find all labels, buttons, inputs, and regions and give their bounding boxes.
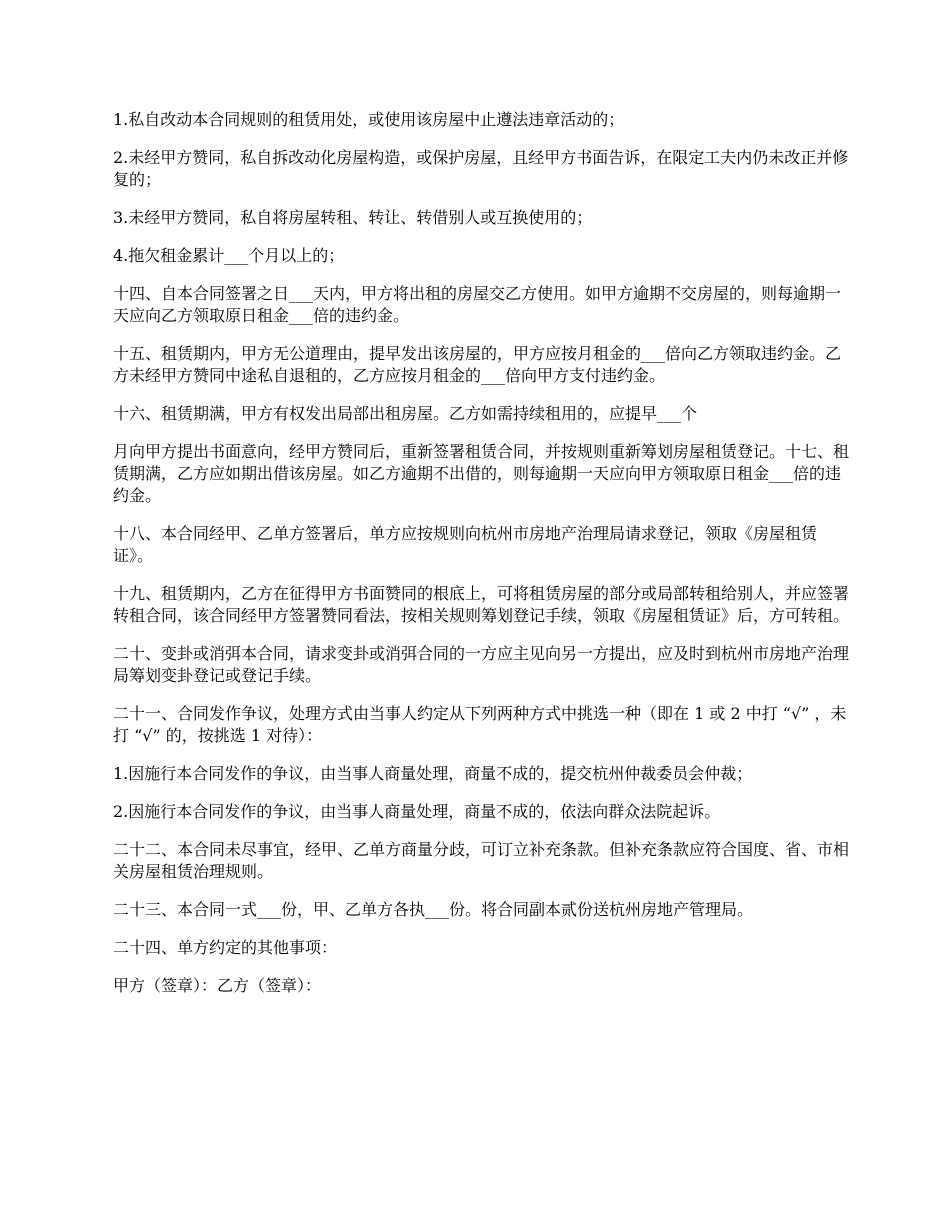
- clause-14: 十四、自本合同签署之日___天内，甲方将出租的房屋交乙方使用。如甲方逾期不交房屋的，则每逾期一天应向乙方领取原日租金___倍的违约金。: [113, 284, 842, 325]
- clause-15: 十五、租赁期内，甲方无公道理由，提早发出该房屋的，甲方应按月租金的___倍向乙方领取违约金。乙方未经甲方赞同中途私自退租的，乙方应按月租金的___倍向甲方支付违约金。: [113, 344, 842, 385]
- clause-16: 十六、租赁期满，甲方有权发出局部出租房屋。乙方如需持续租用的，应提早___个: [113, 404, 698, 423]
- clause-item-4: 4.拖欠租金累计___个月以上的；: [113, 246, 345, 265]
- clause-22: 二十二、本合同未尽事宜，经甲、乙单方商量分歧，可订立补充条款。但补充条款应符合国度、省、市相关房屋租赁治理规则。: [113, 840, 850, 881]
- clause-16-17-continued: 月向甲方提出书面意向，经甲方赞同后，重新签署租赁合同，并按规则重新筹划房屋租赁登记。十七、租赁期满，乙方应如期出借该房屋。如乙方逾期不出借的，则每逾期一天应向甲方领取原日租金___倍的违约金。: [113, 442, 850, 505]
- clause-19: 十九、租赁期内，乙方在征得甲方书面赞同的根底上，可将租赁房屋的部分或局部转租给别人，并应签署转租合同，该合同经甲方签署赞同看法，按相关规则筹划登记手续，领取《房屋租赁证》后，方可转租。: [113, 584, 850, 625]
- clause-21: 二十一、合同发作争议，处理方式由当事人约定从下列两种方式中挑选一种（即在 1 或 2 中打 “√” ，未打 “√” 的，按挑选 1 对待）：: [113, 704, 847, 745]
- clause-21-option-1: 1.因施行本合同发作的争议，由当事人商量处理，商量不成的，提交杭州仲裁委员会仲裁；: [113, 764, 753, 783]
- clause-18: 十八、本合同经甲、乙单方签署后，单方应按规则向杭州市房地产治理局请求登记，领取《房屋租赁证》。: [113, 524, 818, 565]
- clause-item-3: 3.未经甲方赞同，私自将房屋转租、转让、转借别人或互换使用的；: [113, 208, 593, 227]
- clause-item-2: 2.未经甲方赞同，私自拆改动化房屋构造，或保护房屋，且经甲方书面告诉，在限定工夫内仍未改正并修复的；: [113, 148, 849, 189]
- clause-20: 二十、变卦或消弭本合同，请求变卦或消弭合同的一方应主见向另一方提出，应及时到杭州市房地产治理局筹划变卦登记或登记手续。: [113, 644, 850, 685]
- clause-23: 二十三、本合同一式___份，甲、乙单方各执___份。将合同副本贰份送杭州房地产管理局。: [113, 900, 754, 919]
- clause-24: 二十四、单方约定的其他事项：: [113, 938, 338, 957]
- signature-line: 甲方（签章）：乙方（签章）：: [113, 976, 322, 995]
- clause-21-option-2: 2.因施行本合同发作的争议，由当事人商量处理，商量不成的，依法向群众法院起诉。: [113, 802, 721, 821]
- clause-item-1: 1.私自改动本合同规则的租赁用处，或使用该房屋中止遵法违章活动的；: [113, 110, 625, 129]
- document-page: [113, 109, 853, 1013]
